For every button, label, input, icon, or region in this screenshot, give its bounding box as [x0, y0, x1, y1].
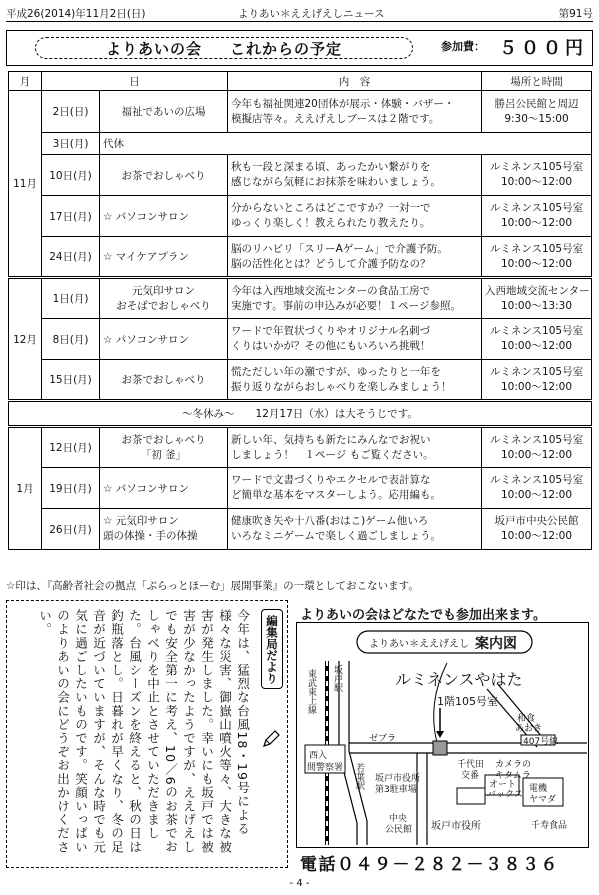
col-day: 日	[42, 72, 228, 91]
schedule-title: よりあいの会 これからの予定	[35, 37, 413, 59]
fee-value: ５００円	[499, 38, 587, 59]
col-content: 内 容	[228, 72, 482, 91]
issue-number: 第91号	[558, 8, 593, 20]
participation-note: よりあいの会はどなたでも参加出来ます。	[300, 608, 546, 623]
table-row: 1月 12日(月) お茶でおしゃべり 「初 釜」 新しい年、気持ちも新たにみんなでお祝い しましょう！ １ページ もご覧ください。 ルミネンス105号室 10:00～12:00	[9, 427, 592, 468]
table-row: 19日(月) ☆ パソコンサロン ワードで文書づくりやエクセルで表計算な ど簡単な基本をマスターしよう。応用編も。 ルミネンス105号室 10:00～12:00	[9, 468, 592, 509]
table-row: 12月 1日(月) 元気印サロン おそばでおしゃべり 今年は入西地域交流センターの食品工房で 実施です。事前の申込みが必要！１ページ参照。 入西地域交流センター 10:00～13:30	[9, 278, 592, 319]
guide-map: よりあい＊ええげえし 案内図 坂戸駅 東武東上線 ルミネンスやはた 1階105号室 ゼブラ 和食 あおき 西入 間警察署 若葉駅 千代田 交番 カメラの キタムラ 407号線 電機 ヤマダ 坂戸市役所 第3駐車場 オート バックス 中央 公民館 坂戸市役所 千寿食品	[296, 622, 589, 848]
col-month: 月	[9, 72, 42, 91]
newsletter-name: よりあい＊ええげえしニュース	[238, 8, 385, 20]
table-row: 15日(月) お茶でおしゃべり 慌ただしい年の瀬ですが、ゆったりと一年を 振り返りながらおしゃべりを楽しみましょう！ ルミネンス105号室 10:00～12:00	[9, 360, 592, 401]
table-row: 3日(月) 代休	[9, 133, 592, 155]
winter-break-row: ～冬休み～ 12月17日（水）は大そうじです。	[9, 401, 592, 427]
table-header-row	[9, 72, 592, 91]
month-cell: 12月	[9, 278, 42, 401]
schedule-table	[8, 71, 592, 550]
table-row: 26日(月) ☆ 元気印サロン 頭の体操・手の体操 健康吹き矢や十八番(おはこ)ゲーム他いろ いろなミニゲームで楽しく過ごしましょう。 坂戸市中央公民館 10:00～12:00	[9, 509, 592, 550]
table-row: 17日(月) ☆ パソコンサロン 分からないところはどこですか？一対一で ゆっくり楽しく！教えられたり教えたり。 ルミネンス105号室 10:00～12:00	[9, 196, 592, 237]
editorial-box	[6, 600, 288, 868]
footnote: ☆印は、『高齢者社会の拠点「ぷらっとほーむ」展開事業』の一環としておこないます。	[6, 580, 419, 592]
schedule-title-bar	[6, 30, 593, 66]
table-row: 11月 2日(日) 福祉であいの広場 今年も福祉関連20団体が展示・体験・バザー・ 模擬店等々。ええげえしブースは２階です。 勝呂公民館と周辺 9:30～15:00	[9, 91, 592, 133]
page-number: - 4 -	[289, 878, 310, 889]
editorial-text: 今年は、猛烈な台風18・19号による様々な災害、御嶽山噴火等々、大きな被害が発生しました。幸いにも坂戸では被害が少なかったようですが、ええげえしでも安全第一に考え、10／6のお茶でおしゃべりを中止とさせていただきました。台風シーズンを終えると、秋の日は釣瓶落とし。日暮れが早くなり、冬の足音が近づいていますが、そんな時でも元気に過ごしたいものです。笑顔いっぱいのよりあいの会にどうぞお出かけください。	[37, 609, 250, 854]
col-place: 場所と時間	[482, 72, 592, 91]
table-row: 10日(月) お茶でおしゃべり 秋も一段と深まる頃、あったかい繋がりを 感じながら気軽にお抹茶を味わいましょう。 ルミネンス105号室 10:00～12:00	[9, 155, 592, 196]
table-row: 24日(月) ☆ マイケアプラン 脳のリハビリ「スリーAゲーム」で介護予防。 脳の活性化とは？どうして介護予防なの？ ルミネンス105号室 10:00～12:00	[9, 237, 592, 278]
map-title-big: 案内図	[475, 636, 517, 652]
map-title-small: よりあい＊ええげえし	[369, 639, 469, 650]
map-luminance-label: ルミネンスやはた	[395, 670, 523, 689]
phone-number: 電話０４９－２８２－３８３６	[300, 855, 559, 875]
month-cell: 1月	[9, 427, 42, 550]
pen-icon	[261, 729, 281, 749]
issue-date: 平成26(2014)年11月2日(日)	[6, 8, 146, 20]
page-header	[6, 4, 593, 22]
table-row: 8日(月) ☆ パソコンサロン ワードで年賀状づくりやオリジナル名刺づ くりはいかが？その他にもいろいろ挑戦！ ルミネンス105号室 10:00～12:00	[9, 319, 592, 360]
month-cell: 11月	[9, 91, 42, 278]
editorial-title: 編集局だより	[261, 609, 283, 689]
fee-label: 参加費：	[441, 40, 485, 53]
